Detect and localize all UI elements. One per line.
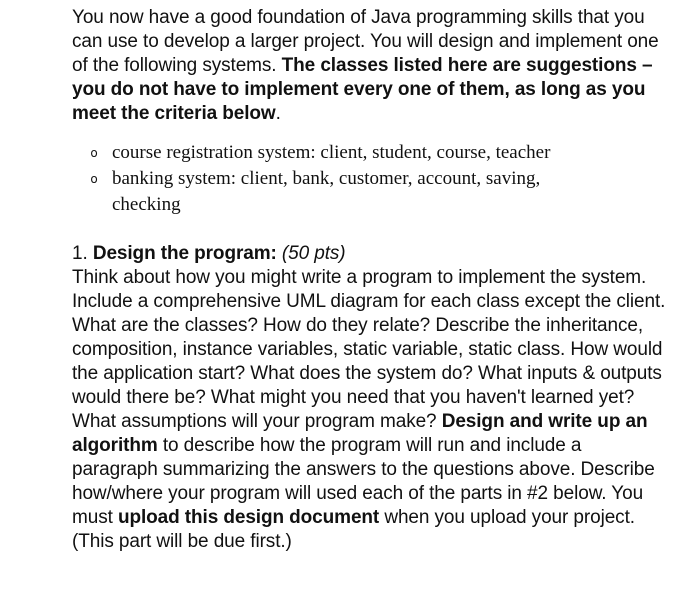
option-text: course registration system: client, student, course, teacher (112, 142, 551, 163)
intro-paragraph (72, 6, 672, 126)
section-points: (50 pts) (281, 243, 346, 264)
section-design-program (72, 242, 672, 554)
document-page (72, 6, 672, 554)
intro-bold-note: The classes listed here are suggestions – you do not have to implement every one of them, as long as you meet the criteria below (72, 55, 653, 124)
section-body-bold-1: Design and write up an algorithm (72, 411, 648, 456)
section-title: Design the program: (92, 243, 277, 264)
intro-text: You now have a good foundation of Java programming skills that you can use to develop a larger project. You will design and implement one of the following systems. (72, 7, 659, 76)
section-body-text-2: to describe how the program will run and include a paragraph summarizing the answers to the questions above. Describe how/where your program will used each of the parts in #2 below. You must (72, 435, 655, 528)
option-text: banking system: client, bank, customer, account, saving, checking (112, 168, 541, 215)
section-body-text-3: when you upload your project. (This part will be due first.) (72, 507, 635, 552)
option-banking (72, 166, 592, 218)
section-body-bold-2: upload this design document (117, 507, 380, 528)
system-options-list (72, 140, 672, 218)
option-course-registration (72, 140, 592, 166)
bullet-icon: o (90, 146, 98, 160)
intro-period: . (275, 103, 281, 124)
section-heading (72, 242, 672, 266)
section-number: 1. (72, 243, 93, 264)
bullet-icon: o (90, 172, 98, 186)
section-body-text-1: Think about how you might write a program to implement the system. Include a comprehensive UML diagram for each class except the client. What are the classes? How do they relate? Describe the inheritance, composition, instance variables, static variable, static class. How would the application start? What does the system do? What inputs & outputs would there be? What might you need that you haven't learned yet? What assumptions will your program make? (72, 267, 666, 432)
section-body (72, 266, 672, 554)
